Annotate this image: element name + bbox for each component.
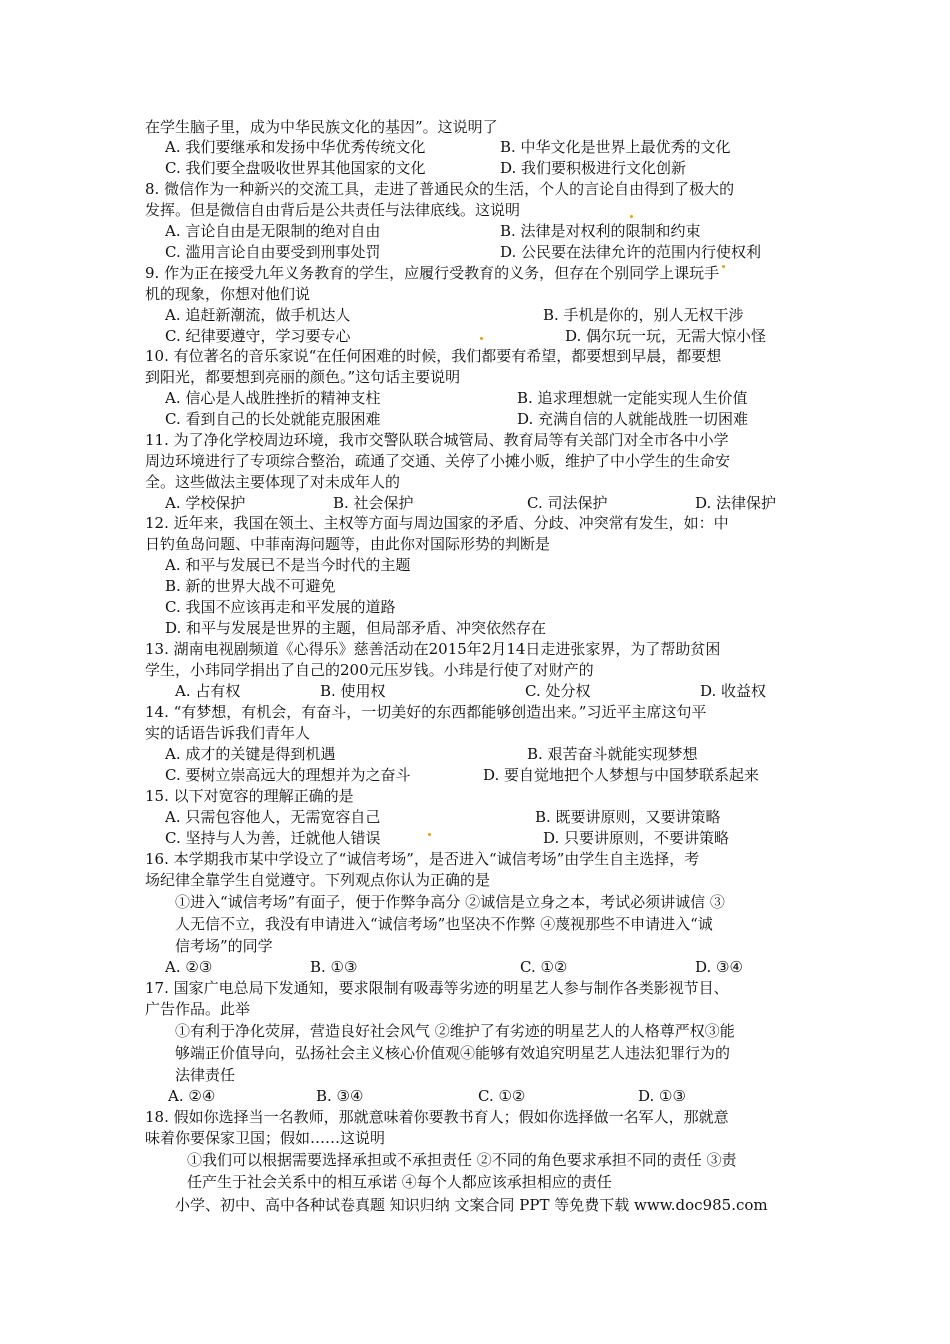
question-10-line: 10. 有位著名的音乐家说“在任何困难的时候，我们都要有希望，都要想到早晨，都要想 [145,347,722,365]
question-11-line: 全。这些做法主要体现了对未成年人的 [145,473,401,491]
q7-options-2 [165,158,815,179]
option-a: A. 学校保护 [165,494,246,512]
speck-dot [428,833,431,836]
option-d: D. 要自觉地把个人梦想与中国梦联系起来 [483,766,760,784]
option-c: C. 司法保护 [527,494,608,512]
q10-options-2 [165,409,815,430]
question-17-line: 17. 国家广电总局下发通知，要求限制有吸毒等劣迹的明星艺人参与制作各类影视节目、 [145,979,729,997]
option-c: C. 滥用言论自由要受到刑事处罚 [165,243,381,261]
question-8-line: 8. 微信作为一种新兴的交流工具，走进了普通民众的生活，个人的言论自由得到了极大的 [145,180,735,198]
q8-options-2 [165,242,815,263]
question-14-line: 14. “有梦想，有机会，有奋斗，一切美好的东西都能够创造出来。”习近平主席这句平 [145,703,707,721]
option-a: A. ②④ [168,1087,216,1105]
option-b: B. 追求理想就一定能实现人生价值 [517,389,748,407]
question-9-line: 机的现象，你想对他们说 [145,285,311,303]
statement-line: ①进入“诚信考场”有面子，便于作弊争高分 ②诚信是立身之本，考试必须讲诚信 ③ [175,893,725,911]
option-c: C. 纪律要遵守，学习要专心 [165,327,351,345]
option-a: A. 追赶新潮流，做手机达人 [165,306,351,324]
option-a: A. 和平与发展已不是当今时代的主题 [165,556,411,574]
question-12-line: 日钓鱼岛问题、中菲南海问题等，由此你对国际形势的判断是 [145,535,551,553]
q15-options [165,807,815,828]
q13-options [165,681,815,702]
option-c: C. 我国不应该再走和平发展的道路 [165,598,396,616]
q15-options-2 [165,828,815,849]
option-b: B. 手机是你的，别人无权干涉 [543,306,744,324]
option-b: B. ①③ [310,958,358,976]
question-12-line: 12. 近年来，我国在领土、主权等方面与周边国家的矛盾、分歧、冲突常有发生，如：中 [145,514,729,532]
statement-line: ①有利于净化荧屏，营造良好社会风气 ②维护了有劣迹的明星艺人的人格尊严权③能 [175,1022,735,1040]
question-9-line: 9. 作为正在接受九年义务教育的学生，应履行受教育的义务，但存在个别同学上课玩手 [145,264,720,282]
option-c: C. 我们要全盘吸收世界其他国家的文化 [165,159,426,177]
question-16-line: 场纪律全靠学生自觉遵守。下列观点你认为正确的是 [145,871,491,889]
question-11-line: 11. 为了净化学校周边环境，我市交警队联合城管局、教育局等有关部门对全市各中小学 [145,431,729,449]
option-b: B. ③④ [316,1087,364,1105]
option-b: B. 社会保护 [333,494,414,512]
q9-options [165,305,815,326]
option-c: C. 处分权 [525,682,591,700]
intro-line: 在学生脑子里，成为中华民族文化的基因”。这说明了 [145,118,498,136]
option-a: A. 只需包容他人，无需宽容自己 [165,808,381,826]
option-b: B. 既要讲原则，又要讲策略 [535,808,721,826]
option-c: C. 坚持与人为善，迁就他人错误 [165,829,381,847]
option-d: D. 公民要在法律允许的范围内行使权利 [500,243,762,261]
option-d: D. ③④ [695,958,743,976]
option-c: C. 看到自己的长处就能克服困难 [165,410,381,428]
page-footer: 小学、初中、高中各种试卷真题 知识归纳 文案合同 PPT 等免费下载 www.doc985.com [175,1196,768,1214]
option-b: B. 法律是对权利的限制和约束 [500,222,701,240]
statement-line: 人无信不立，我没有申请进入“诚信考场”也坚决不作弊 ④蔑视那些不申请进入“诚 [175,915,713,933]
question-13-line: 学生，小玮同学捐出了自己的200元压岁钱。小玮是行使了对财产的 [145,661,594,679]
option-a: A. ②③ [165,958,213,976]
speck-dot [480,337,483,340]
q8-options [165,221,815,242]
question-13-line: 13. 湖南电视剧频道《心得乐》慈善活动在2015年2月14日走进张家界，为了帮助贫困 [145,640,721,658]
option-c: C. 要树立崇高远大的理想并为之奋斗 [165,766,411,784]
question-10-line: 到阳光，都要想到亮丽的颜色。”这句话主要说明 [145,368,461,386]
option-d: D. 收益权 [700,682,767,700]
speck-dot [722,265,725,268]
q10-options [165,388,815,409]
q7-options [165,137,815,158]
question-8-line: 发挥。但是微信自由背后是公共责任与法律底线。这说明 [145,201,521,219]
option-d: D. ①③ [638,1087,686,1105]
question-17-line: 广告作品。此举 [145,1000,251,1018]
q11-options [165,493,815,514]
question-15-line: 15. 以下对宽容的理解正确的是 [145,787,354,805]
statement-line: 信考场”的同学 [175,937,273,955]
option-a: A. 成才的关键是得到机遇 [165,745,336,763]
q14-options-2 [165,765,815,786]
option-a: A. 我们要继承和发扬中华优秀传统文化 [165,138,426,156]
option-b: B. 中华文化是世界上最优秀的文化 [500,138,731,156]
option-d: D. 我们要积极进行文化创新 [500,159,687,177]
statement-line: 够端正价值导向，弘扬社会主义核心价值观④能够有效追究明星艺人违法犯罪行为的 [175,1044,731,1062]
option-a: A. 信心是人战胜挫折的精神支柱 [165,389,381,407]
option-b: B. 使用权 [320,682,386,700]
option-a: A. 言论自由是无限制的绝对自由 [165,222,381,240]
question-11-line: 周边环境进行了专项综合整治，疏通了交通、关停了小摊小贩，维护了中小学生的生命安 [145,452,731,470]
question-14-line: 实的话语告诉我们青年人 [145,724,311,742]
question-18-line: 味着你要保家卫国；假如……这说明 [145,1129,386,1147]
option-b: B. 艰苦奋斗就能实现梦想 [527,745,698,763]
speck-dot [630,215,633,218]
option-c: C. ①② [478,1087,526,1105]
option-d: D. 只要讲原则，不要讲策略 [543,829,730,847]
q17-options [168,1086,818,1107]
option-a: A. 占有权 [175,682,241,700]
option-d: D. 偶尔玩一玩，无需大惊小怪 [565,327,767,345]
q14-options [165,744,815,765]
option-d: D. 充满自信的人就能战胜一切困难 [517,410,749,428]
option-c: C. ①② [520,958,568,976]
statement-line: ①我们可以根据需要选择承担或不承担责任 ②不同的角色要求承担不同的责任 ③责 [187,1151,737,1169]
q9-options-2 [165,326,815,347]
option-d: D. 法律保护 [695,494,777,512]
statement-line: 法律责任 [175,1066,236,1084]
statement-line: 任产生于社会关系中的相互承诺 ④每个人都应该承担相应的责任 [187,1173,612,1191]
q16-options [165,957,815,978]
option-b: B. 新的世界大战不可避免 [165,577,336,595]
option-d: D. 和平与发展是世界的主题，但局部矛盾、冲突依然存在 [165,619,547,637]
question-18-line: 18. 假如你选择当一名教师，那就意味着你要教书育人；假如你选择做一名军人，那就意 [145,1108,729,1126]
question-16-line: 16. 本学期我市某中学设立了“诚信考场”，是否进入“诚信考场”由学生自主选择，考 [145,850,700,868]
